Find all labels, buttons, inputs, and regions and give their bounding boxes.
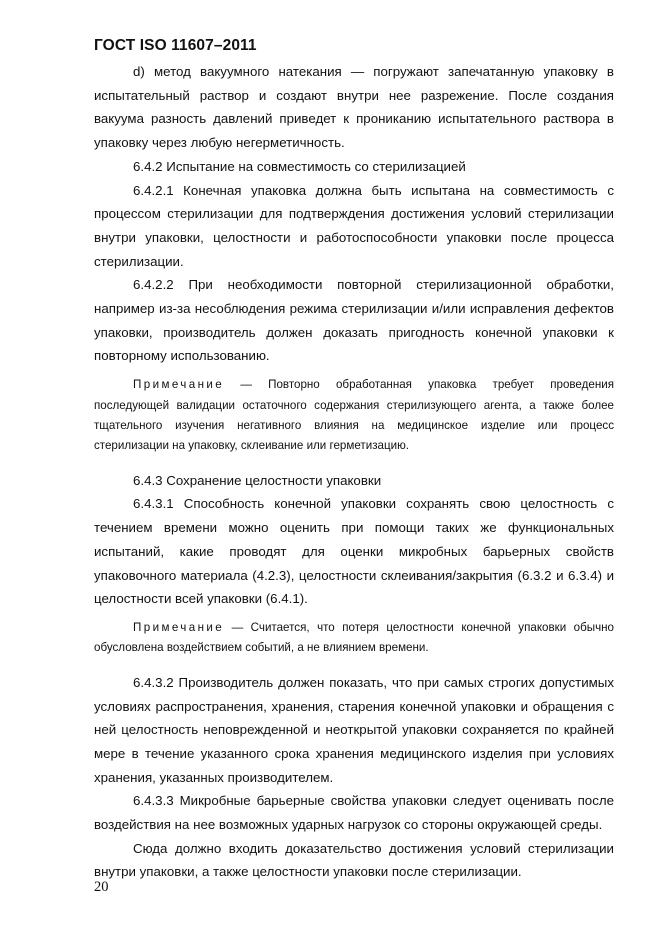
paragraph-6-4-2-1: 6.4.2.1 Конечная упаковка должна быть испытана на совместимость с процессом стерилизации для подтверждения достижения условий стерилизации внутри упаковки, целостности и работоспособности упаковки после процесса стерилизации. bbox=[94, 182, 614, 269]
page-number: 20 bbox=[94, 879, 109, 895]
paragraph-vacuum-method: d) метод вакуумного натекания — погружают запечатанную упаковку в испытательный раствор и создают внутри нее разрежение. После создания вакуума разность давлений приведет к прониканию испытательного раствора в упаковку через любую негерметичность. bbox=[94, 64, 614, 151]
section-heading-6-4-3: 6.4.3 Сохранение целостности упаковки bbox=[133, 472, 382, 488]
note-resterilization bbox=[94, 375, 614, 457]
note-text: — Считается, что потеря целостности конечной упаковки обычно обусловлена воздействием событий, а не влиянием времени. bbox=[94, 620, 614, 655]
note-integrity-loss bbox=[94, 618, 614, 659]
paragraph-6-4-3-2: 6.4.3.2 Производитель должен показать, что при самых строгих допустимых условиях распространения, хранения, старения конечной упаковки и обращения с ней целостность неповрежденной и неоткрытой упаковки сохраняется по крайней мере в течение указанного срока хранения медицинского изделия при условиях хранения, указанных производителем. bbox=[94, 674, 614, 785]
paragraph-sterilization-evidence: Сюда должно входить доказательство достижения условий стерилизации внутри упаковки, а также целостности упаковки после стерилизации. bbox=[94, 840, 614, 880]
paragraph-6-4-2-2: 6.4.2.2 При необходимости повторной стерилизационной обработки, например из-за несоблюдения режима стерилизации и/или исправления дефектов упаковки, производитель должен доказать пригодность конечной упаковки к повторному использованию. bbox=[94, 277, 614, 364]
note-text: — Повторно обработанная упаковка требует проведения последующей валидации остаточного содержания стерилизующего агента, а также более тщательного изучения негативного влияния на медицинское изделие или процесс стерилизации на упаковку, склеивание или герметизацию. bbox=[94, 378, 614, 453]
paragraph-6-4-3-3: 6.4.3.3 Микробные барьерные свойства упаковки следует оценивать после воздействия на нее возможных ударных нагрузок со стороны окружающей среды. bbox=[94, 793, 614, 833]
document-header: ГОСТ ISO 11607–2011 bbox=[94, 37, 257, 54]
paragraph-6-4-3-1: 6.4.3.1 Способность конечной упаковки сохранять свою целостность с течением времени можно оценить при помощи таких же функциональных испытаний, какие проводят для оценки микробных барьерных свойств упаковочного материала (4.2.3), целостности склеивания/закрытия (6.3.2 и 6.3.4) и целостности всей упаковки (6.4.1). bbox=[94, 496, 614, 607]
section-heading-6-4-2: 6.4.2 Испытание на совместимость со стерилизацией bbox=[133, 158, 466, 174]
note-label: Примечание bbox=[133, 378, 225, 392]
document-body bbox=[94, 60, 614, 884]
note-label: Примечание bbox=[133, 620, 225, 634]
